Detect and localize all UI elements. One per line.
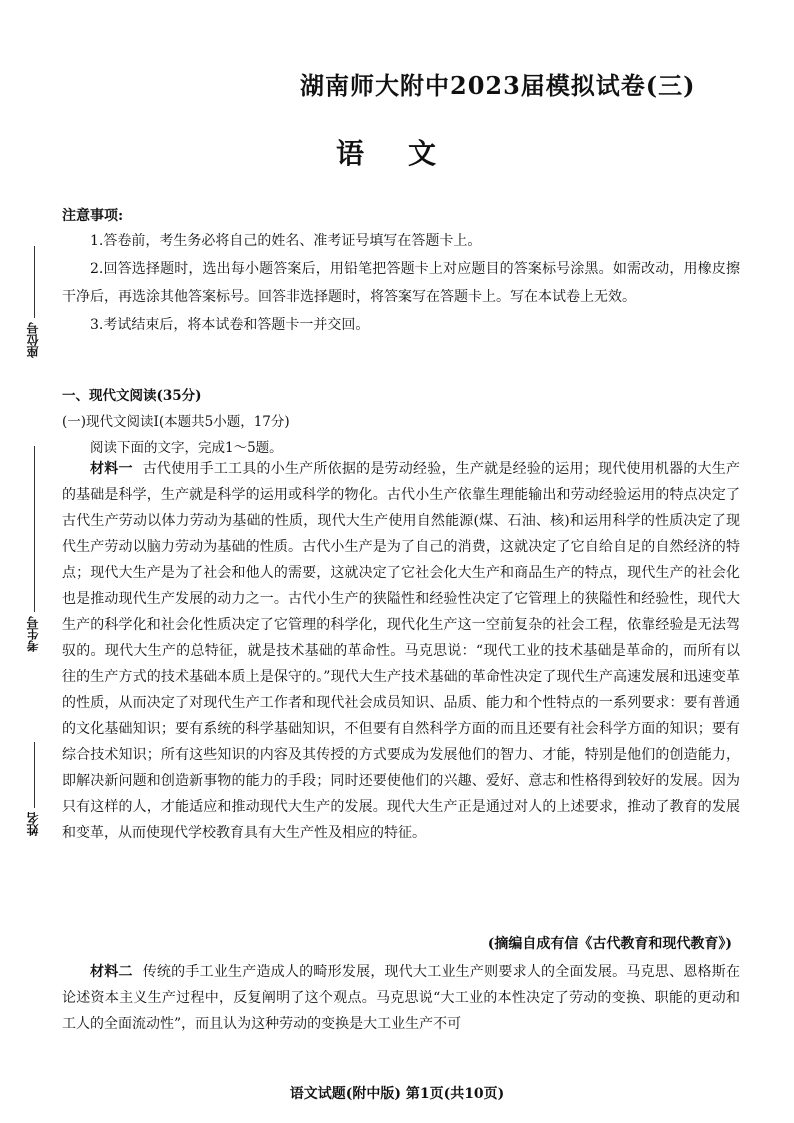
notice-heading: 注意事项: — [62, 208, 124, 224]
material-two — [62, 959, 740, 1037]
material-one — [62, 456, 740, 846]
name-label: 姓名 — [26, 812, 40, 836]
exam-title: 湖南师大附中2023届模拟试卷(三) — [300, 71, 696, 100]
section-subheading: (一)现代文阅读Ⅰ(本题共5小题，17分) — [62, 414, 290, 430]
notice-list — [62, 227, 740, 339]
material-two-label: 材料二 — [90, 964, 133, 980]
notice-item-2: 2.回答选择题时，选出每小题答案后，用铅笔把答题卡上对应题目的答案标号涂黑。如需改动，用橡皮擦干净后，再选涂其他答案标号。回答非选择题时，将答案写在答题卡上。写在本试卷上无效。 — [62, 261, 740, 305]
notice-item-3: 3.考试结束后，将本试卷和答题卡一并交回。 — [90, 317, 370, 333]
subject-title: 语文 — [336, 137, 481, 170]
name-line — [34, 742, 35, 808]
exam-number-line — [34, 446, 35, 612]
material-one-source: (摘编自成有信《古代教育和现代教育》) — [487, 936, 732, 952]
material-two-text: 传统的手工业生产造成人的畸形发展，现代大工业生产则要求人的全面发展。马克思、恩格斯在论述资本主义生产过程中，反复阐明了这个观点。马克思说“大工业的本性决定了劳动的变换、职能的更动和工人的全面流动性”，而且认为这种劳动的变换是大工业生产不可 — [62, 964, 741, 1032]
page-footer: 语文试题(附中版) 第1页(共10页) — [289, 1086, 505, 1102]
exam-number-field[interactable] — [24, 446, 44, 666]
section-heading: 一、现代文阅读(35分) — [62, 388, 202, 404]
reading-instruction: 阅读下面的文字，完成1～5题。 — [90, 440, 283, 456]
name-field[interactable] — [24, 742, 44, 842]
material-one-text: 古代使用手工工具的小生产所依据的是劳动经验，生产就是经验的运用；现代使用机器的大生产的基础是科学，生产就是科学的运用或科学的物化。古代小生产依靠生理能输出和劳动经验运用的特点决定了古代生产劳动以体力劳动为基础的性质，现代大生产使用自然能源(煤、石油、核)和运用科学的性质决定了现代生产劳动以脑力劳动为基础的性质。古代小生产是为了自己的消费，这就决定了它自给自足的自然经济的特点；现代大生产是为了社会和他人的需要，这就决定了它社会化大生产和商品生产的特点，现代生产的社会化也是推动现代生产发展的动力之一。古代小生产的狭隘性和经验性决定了它管理上的狭隘性和经验性，现代大生产的科学化和社会化性质决定了它管理的科学化，现代化生产这一空前复杂的社会工程，依靠经验是无法驾驭的。现代大生产的总特征，就是技术基础的革命性。马克思说：“现代工业的技术基础是革命的，而所有以往的生产方式的技术基础本质上是保守的。”现代大生产技术基础的革命性决定了现代生产高速发展和迅速变革的性质，从而决定了对现代生产工作者和现代社会成员知识、品质、能力和个性特点的一系列要求：要有普通的文化基础知识；要有系统的科学基础知识，不但要有自然科学方面的而且还要有社会科学方面的知识；要有综合技术知识；所有这些知识的内容及其传授的方式要成为发展他们的智力、才能，特别是他们的创造能力，即解决新问题和创造新事物的能力的手段；同时还要使他们的兴趣、爱好、意志和性格得到较好的发展。因为只有这样的人，才能适应和推动现代大生产的发展。现代大生产正是通过对人的上述要求，推动了教育的发展和变革，从而使现代学校教育具有大生产性及相应的特征。 — [62, 461, 741, 841]
seat-number-label: 座位号 — [26, 322, 40, 358]
seat-number-field[interactable] — [24, 246, 44, 366]
exam-number-label: 考生号 — [26, 616, 40, 652]
notice-item-1: 1.答卷前，考生务必将自己的姓名、准考证号填写在答题卡上。 — [90, 233, 482, 249]
seat-number-line — [34, 246, 35, 318]
material-one-label: 材料一 — [90, 461, 133, 477]
